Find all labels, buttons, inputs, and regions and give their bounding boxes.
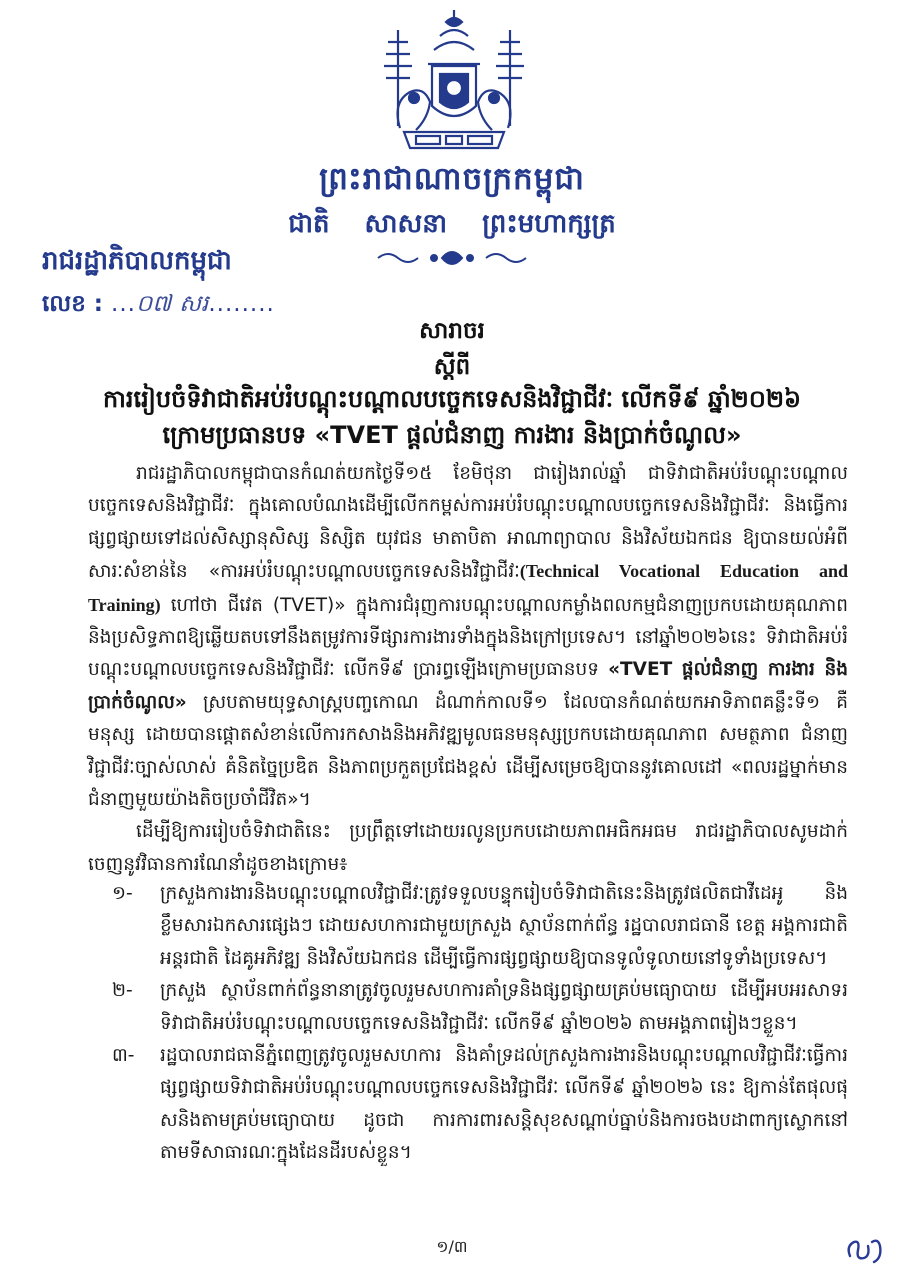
national-motto: ជាតិ សាសនា ព្រះមហាក្សត្រ: [288, 209, 616, 239]
page-number: ១/៣: [436, 1237, 468, 1256]
tvet-english-term: (Technical Vocational Education and Training): [88, 561, 848, 615]
decorative-ornament-divider: [374, 246, 530, 270]
theme-slogan: «TVET ផ្ដល់ជំនាញ ការងារ និងប្រាក់ចំណូល»: [88, 659, 848, 713]
paragraph-1-middle: ក្នុងការជំរុញការបណ្ដុះបណ្ដាលកម្លាំងពលកម្មជំនាញប្រកបដោយគុណភាព និងប្រសិទ្ធភាពឱ្យឆ្លើយតបទៅនឹងតម្រូវការទីផ្សារការងារទាំងក្នុងនិងក្រៅប្រទេស។ នៅឆ្នាំ២០២៦នេះ ទិវាជាតិអប់រំបណ្ដុះបណ្ដាលបច្ចេកទេសនិងវិជ្ជាជីវៈ លើកទី៩ ប្រារព្ធឡើងក្រោមប្រធានបទ: [88, 594, 849, 681]
list-item: [88, 1040, 848, 1170]
list-item: [88, 878, 848, 975]
list-item-text: រដ្ឋបាលរាជធានីភ្នំពេញត្រូវចូលរួមសហការ និងគាំទ្រដល់ក្រសួងការងារនិងបណ្ដុះបណ្ដាលវិជ្ជាជីវៈធ្វើការផ្សព្វផ្សាយទិវាជាតិអប់រំបណ្ដុះបណ្ដាលបច្ចេកទេសនិងវិជ្ជាជីវៈ លើកទី៩ ឆ្នាំ២០២៦ នេះ ឱ្យកាន់តែផុលផុសនិងតាមគ្រប់មធ្យោបាយ ដូចជា ការការពារសន្តិសុខសណ្ដាប់ធ្នាប់និងការចងបដាពាក្យស្លោកនៅតាមទីសាធារណៈក្នុងដែនដីរបស់ខ្លួន។: [160, 1045, 848, 1164]
list-marker: ១-: [112, 883, 133, 904]
paragraph-2: ដើម្បីឱ្យការរៀបចំទិវាជាតិនេះ ប្រព្រឹត្តទៅដោយរលូនប្រកបដោយភាពអធិកអធម រាជរដ្ឋាភិបាលសូមដាក់ចេញនូវវិធានការណែនាំដូចខាងក្រោម៖: [88, 821, 848, 875]
royal-coat-of-arms-emblem: [370, 6, 538, 158]
reference-suffix: សរ: [179, 291, 209, 317]
paragraph-1: [88, 458, 848, 816]
kingdom-name: ព្រះរាជាណាចក្រកម្ពុជា: [319, 161, 585, 197]
document-type-heading: សារាចរ: [419, 318, 485, 344]
handwritten-initial-signature: [842, 1232, 886, 1268]
reference-label: លេខ :: [42, 291, 104, 317]
list-marker: ៣-: [112, 1045, 135, 1067]
list-item-text: ក្រសួង ស្ថាប័នពាក់ព័ន្ធនានាត្រូវចូលរួមសហការគាំទ្រនិងផ្សព្វផ្សាយគ្រប់មធ្យោបាយ ដើម្បីអបអរសាទរទិវាជាតិអប់រំបណ្ដុះបណ្ដាលបច្ចេកទេសនិងវិជ្ជាជីវៈ លើកទី៩ ឆ្នាំ២០២៦ តាមអង្គភាពរៀងៗខ្លួន។: [160, 980, 848, 1034]
subject-line-1: ការរៀបចំទិវាជាតិអប់រំបណ្ដុះបណ្ដាលបច្ចេកទេសនិងវិជ្ជាជីវៈ លើកទី៩ ឆ្នាំ២០២៦: [103, 385, 801, 413]
tvet-khmer-term: «ការអប់រំបណ្ដុះបណ្ដាលបច្ចេកទេសនិងវិជ្ជាជីវៈ: [208, 561, 520, 583]
reference-trailing-dots: ........: [208, 291, 275, 317]
reference-dots: ...: [111, 291, 136, 317]
list-item: [88, 975, 848, 1040]
instruction-list: [88, 878, 848, 1170]
body-text: [88, 458, 848, 881]
subject-line-2: ក្រោមប្រធានបទ «TVET ផ្ដល់ជំនាញ ការងារ និងប្រាក់ចំណូល»: [162, 421, 742, 449]
issuing-government: រាជរដ្ឋាភិបាលកម្ពុជា: [42, 246, 232, 276]
tvet-alias: ហៅថា ជីវេត (TVET)»: [160, 594, 346, 616]
list-marker: ២-: [112, 980, 133, 1002]
reference-number-value: ០៧: [135, 291, 172, 317]
paragraph-1-end: ស្របតាមយុទ្ធសាស្ត្របញ្ចកោណ ដំណាក់កាលទី១ ដែលបានកំណត់យកអាទិភាពគន្លឹះទី១ គឺ មនុស្ស ដោយបានផ្ដោតសំខាន់លើការកសាងនិងអភិវឌ្ឍមូលធនមនុស្សប្រកបដោយគុណភាព សមត្ថភាព ជំនាញវិជ្ជាជីវៈច្បាស់លាស់ គំនិតច្នៃប្រឌិត និងភាពប្រកួតប្រជែងខ្ពស់ ដើម្បីសម្រេចឱ្យបាននូវគោលដៅ «ពលរដ្ឋម្នាក់មានជំនាញមួយយ៉ាងតិចប្រចាំជីវិត»។: [88, 691, 848, 811]
list-item-text: ក្រសួងការងារនិងបណ្ដុះបណ្ដាលវិជ្ជាជីវៈត្រូវទទួលបន្ទុករៀបចំទិវាជាតិនេះនិងត្រូវផលិតជាវីដេអូ និងខ្លឹមសារឯកសារផ្សេងៗ ដោយសហការជាមួយក្រសួង ស្ថាប័នពាក់ព័ន្ធ រដ្ឋបាលរាជធានី ខេត្ត អង្គការជាតិ អន្តរជាតិ ដៃគូអភិវឌ្ឍ និងវិស័យឯកជន ដើម្បីធ្វើការផ្សព្វផ្សាយឱ្យបានទូលំទូលាយនៅទូទាំងប្រទេស។: [160, 883, 848, 969]
about-heading: ស្ដីពី: [433, 354, 471, 380]
paragraph-1-intro: រាជរដ្ឋាភិបាលកម្ពុជាបានកំណត់យកថ្ងៃទី១៥ ខែមិថុនា ជារៀងរាល់ឆ្នាំ ជាទិវាជាតិអប់រំបណ្ដុះបណ្ដាលបច្ចេកទេសនិងវិជ្ជាជីវៈ ក្នុងគោលបំណងដើម្បីលើកកម្ពស់ការអប់រំបណ្ដុះបណ្ដាលបច្ចេកទេសនិងវិជ្ជាជីវៈ និងធ្វើការផ្សព្វផ្សាយទៅដល់សិស្សានុសិស្ស និស្សិត យុវជន មាតាបិតា អាណាព្យាបាល និងវិស័យឯកជន ឱ្យបានយល់អំពីសារៈសំខាន់នៃ: [88, 463, 848, 583]
